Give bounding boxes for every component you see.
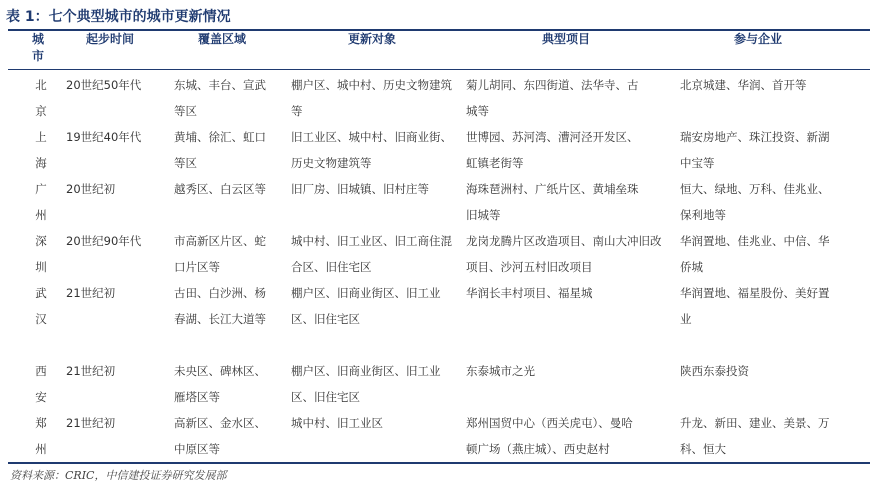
- table-row-firms: 华润置地、福星股份、美好置业: [680, 286, 830, 326]
- table-row-target: 棚户区、旧商业街区、旧工业区、旧住宅区: [291, 364, 441, 404]
- table-row-projects: 龙岗龙腾片区改造项目、南山大冲旧改项目、沙河五村旧改项目: [466, 234, 662, 274]
- table-row-start: 21世纪初: [66, 286, 116, 300]
- table-row-target: 城中村、旧工业区、旧工商住混合区、旧住宅区: [291, 234, 452, 274]
- header-city: 城市: [31, 32, 44, 63]
- table-row-area: 高新区、金水区、中原区等: [174, 416, 266, 456]
- header-target: 更新对象: [347, 32, 396, 46]
- table-row-city: 上海: [35, 130, 47, 170]
- table-header-rule: [8, 69, 870, 70]
- table-row-start: 21世纪初: [66, 364, 116, 378]
- table-row-target: 棚户区、城中村、历史文物建筑等: [291, 78, 452, 118]
- table-row-firms: 北京城建、华润、首开等: [680, 78, 807, 92]
- table-row-city: 武汉: [35, 286, 47, 326]
- table-row-start: 20世纪90年代: [66, 234, 142, 248]
- table-row-firms: 华润置地、佳兆业、中信、华侨城: [680, 234, 830, 274]
- table-row-target: 棚户区、旧商业街区、旧工业区、旧住宅区: [291, 286, 441, 326]
- table-row-projects: 郑州国贸中心（西关虎屯）、曼哈顿广场（燕庄城）、西史赵村: [466, 416, 633, 456]
- table-row-city: 深圳: [35, 234, 47, 274]
- table-row-city: 郑州: [35, 416, 47, 456]
- table-row-projects: 菊儿胡同、东四街道、法华寺、古城等: [466, 78, 639, 118]
- table-row-area: 越秀区、白云区等: [174, 182, 266, 196]
- header-firms: 参与企业: [733, 32, 782, 46]
- table-row-firms: 陕西东泰投资: [680, 364, 749, 378]
- table-row-target: 旧厂房、旧城镇、旧村庄等: [291, 182, 429, 196]
- table-row-area: 黄埔、徐汇、虹口等区: [174, 130, 266, 170]
- header-start: 起步时间: [85, 32, 134, 46]
- header-area: 覆盖区域: [197, 32, 246, 46]
- table-row-city: 广州: [35, 182, 47, 222]
- table-row-projects: 海珠琶洲村、广纸片区、黄埔垒珠旧城等: [466, 182, 639, 222]
- table-row-target: 城中村、旧工业区: [291, 416, 383, 430]
- source-note: 资料来源：CRIC，中信建投证券研究发展部: [10, 469, 227, 482]
- table-row-projects: 世博园、苏河湾、漕河泾开发区、虹镇老街等: [466, 130, 639, 170]
- table-row-city: 西安: [35, 364, 47, 404]
- table-row-firms: 瑞安房地产、珠江投资、新湖中宝等: [680, 130, 830, 170]
- table-row-firms: 恒大、绿地、万科、佳兆业、保利地等: [680, 182, 830, 222]
- table-row-projects: 华润长丰村项目、福星城: [466, 286, 593, 300]
- table-row-target: 旧工业区、城中村、旧商业街、历史文物建筑等: [291, 130, 452, 170]
- table-row-area: 古田、白沙洲、杨春湖、长江大道等: [174, 286, 266, 326]
- table-row-start: 21世纪初: [66, 416, 116, 430]
- table-row-area: 东城、丰台、宣武等区: [174, 78, 266, 118]
- table-row-firms: 升龙、新田、建业、美景、万科、恒大: [680, 416, 830, 456]
- table-caption: 表 1：七个典型城市的城市更新情况: [6, 9, 231, 25]
- table-row-projects: 东泰城市之光: [466, 364, 535, 378]
- table-row-area: 未央区、碑林区、雁塔区等: [174, 364, 266, 404]
- table-row-start: 19世纪40年代: [66, 130, 142, 144]
- table-row-city: 北京: [35, 78, 47, 118]
- table-row-area: 市高新区片区、蛇口片区等: [174, 234, 266, 274]
- header-projects: 典型项目: [541, 32, 590, 46]
- table-row-start: 20世纪50年代: [66, 78, 142, 92]
- table-bottom-rule: [8, 462, 870, 464]
- table-row-start: 20世纪初: [66, 182, 116, 196]
